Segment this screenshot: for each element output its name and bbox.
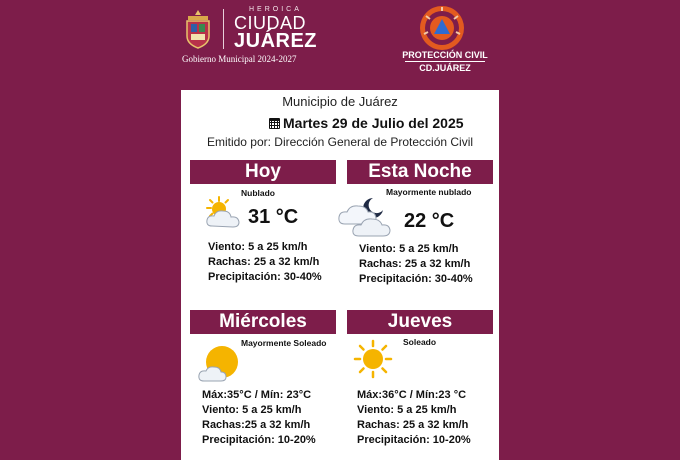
precipitacion-miercoles: Precipitación: 10-20% [202, 434, 316, 446]
bulletin-date [269, 115, 464, 131]
period-title-jueves: Jueves [347, 310, 493, 334]
condition-hoy: Nublado [241, 188, 275, 198]
period-title-esta-noche: Esta Noche [347, 160, 493, 184]
period-title-miercoles: Miércoles [190, 310, 336, 334]
cloudy-night-icon [337, 196, 407, 238]
ciudad-text: CIUDAD [234, 13, 307, 33]
viento-hoy: Viento: 5 a 25 km/h [208, 241, 308, 253]
rachas-esta-noche: Rachas: 25 a 32 km/h [359, 258, 471, 270]
precipitacion-hoy: Precipitación: 30-40% [208, 271, 322, 283]
condition-miercoles: Mayormente Soleado [241, 338, 327, 348]
header-divider [223, 9, 224, 49]
viento-miercoles: Viento: 5 a 25 km/h [202, 404, 302, 416]
condition-jueves: Soleado [403, 337, 437, 347]
mostly-sunny-icon [197, 344, 243, 384]
emitido-por-text: Emitido por: Dirección General de Protección Civil [206, 135, 474, 149]
viento-jueves: Viento: 5 a 25 km/h [357, 404, 457, 416]
proteccion-civil-title: PROTECCIÓN CIVIL [402, 50, 488, 60]
header [0, 0, 680, 90]
weather-bulletin-card [181, 90, 499, 460]
condition-esta-noche: Mayormente nublado [386, 187, 472, 197]
details-miercoles [202, 388, 316, 448]
proteccion-civil-line [405, 61, 485, 62]
period-title-hoy: Hoy [190, 160, 336, 184]
proteccion-civil-logo-icon [418, 4, 466, 52]
proteccion-civil-subtitle: CD.JUÁREZ [419, 63, 471, 73]
precipitacion-jueves: Precipitación: 10-20% [357, 434, 471, 446]
bulletin-date-text: Martes 29 de Julio del 2025 [283, 115, 464, 131]
maxmin-jueves: Máx:36°C / Mín:23 °C [357, 389, 467, 401]
partly-cloudy-sun-icon [202, 196, 244, 230]
precipitacion-esta-noche: Precipitación: 30-40% [359, 273, 473, 285]
gobierno-municipal-text: Gobierno Municipal 2024-2027 [182, 54, 297, 64]
viento-esta-noche: Viento: 5 a 25 km/h [359, 243, 459, 255]
rachas-hoy: Rachas: 25 a 32 km/h [208, 256, 320, 268]
calendar-icon [269, 118, 280, 129]
details-jueves [357, 388, 471, 448]
juarez-text: JUÁREZ [234, 30, 318, 52]
rachas-jueves: Rachas: 25 a 32 km/h [357, 419, 469, 431]
sunny-icon [353, 339, 393, 379]
details-esta-noche [359, 242, 473, 287]
temperature-hoy: 31 °C [248, 206, 299, 228]
temperature-esta-noche: 22 °C [404, 210, 455, 232]
municipio-title: Municipio de Juárez [282, 94, 398, 109]
city-seal-icon [183, 8, 213, 50]
details-hoy [208, 240, 322, 285]
rachas-miercoles: Rachas:25 a 32 km/h [202, 419, 311, 431]
heroica-text: HEROICA [249, 6, 302, 13]
maxmin-miercoles: Máx:35°C / Mín: 23°C [202, 389, 312, 401]
